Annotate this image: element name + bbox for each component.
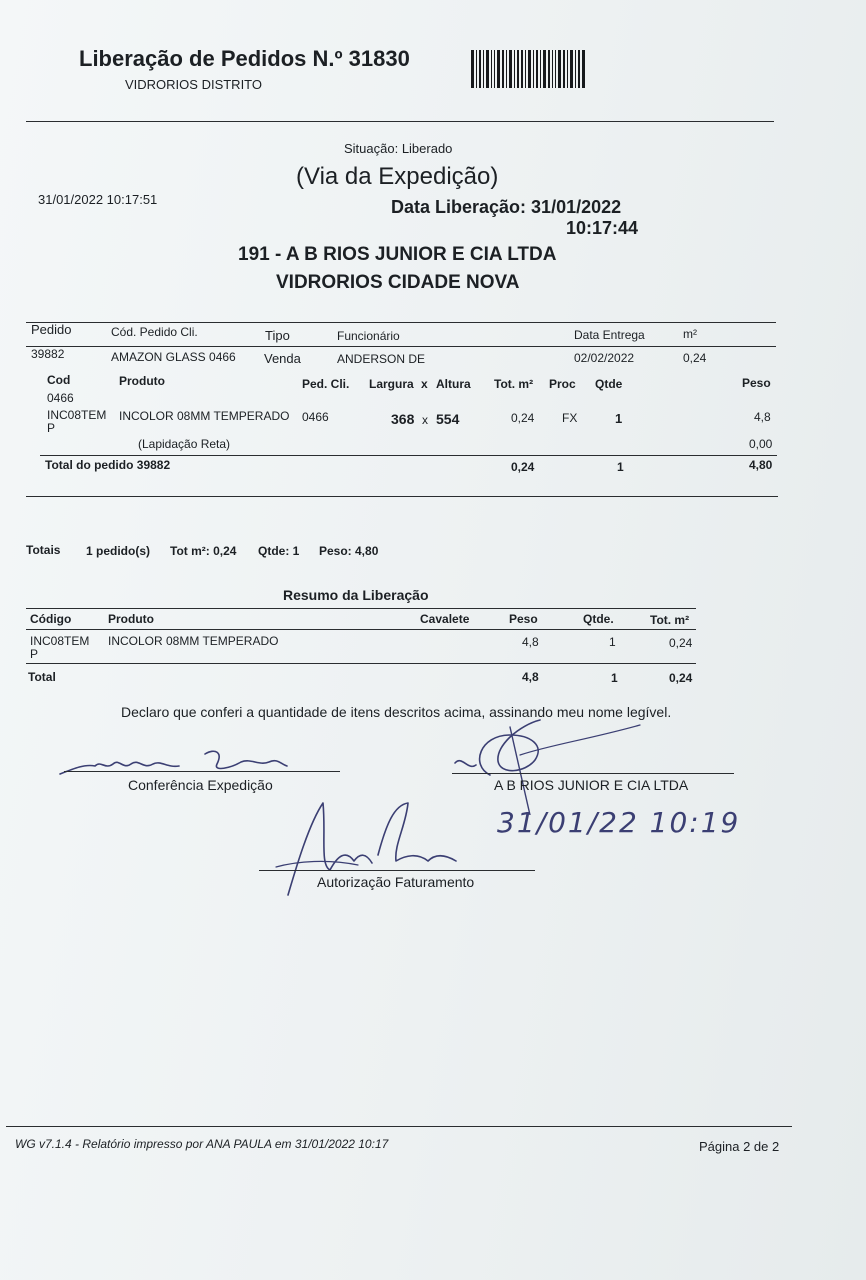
resumo-col-peso: Peso [509, 612, 538, 626]
print-datetime: 31/01/2022 10:17:51 [38, 192, 158, 207]
resumo-title: Resumo da Liberação [283, 587, 429, 603]
col-m2: m² [683, 327, 697, 341]
order-cod-cli: AMAZON GLASS 0466 [111, 350, 236, 364]
col-funcionario: Funcionário [337, 329, 400, 343]
item-col-produto: Produto [119, 374, 165, 388]
document-title: Liberação de Pedidos N.º 31830 [79, 46, 410, 71]
resumo-col-codigo: Código [30, 612, 72, 626]
divider-header [26, 121, 774, 122]
item-qtde: 1 [615, 411, 623, 426]
resumo-codigo-suffix: P [30, 647, 39, 661]
declaration-text: Declaro que conferi a quantidade de itens descritos acima, assinando meu nome legível. [121, 704, 672, 720]
item-produto: INCOLOR 08MM TEMPERADO [119, 409, 290, 423]
resumo-col-cavalete: Cavalete [420, 612, 470, 626]
totais-peso: Peso: 4,80 [319, 544, 379, 558]
conferencia-label: Conferência Expedição [128, 777, 273, 793]
resumo-peso: 4,8 [522, 635, 539, 649]
order-total-m2: 0,24 [511, 460, 535, 474]
handwritten-date: 31/01/22 10:19 [497, 806, 741, 839]
order-pedido: 39882 [31, 347, 65, 361]
order-total-qtde: 1 [617, 460, 624, 474]
item-peso: 4,8 [754, 410, 771, 424]
item-col-proc: Proc [549, 377, 576, 391]
divider-order-header [26, 346, 776, 347]
resumo-col-tot-m2: Tot. m² [650, 613, 690, 627]
item-col-x: x [421, 377, 428, 391]
order-m2: 0,24 [683, 351, 707, 365]
resumo-tot-m2: 0,24 [669, 636, 693, 650]
resumo-total-peso: 4,8 [522, 670, 539, 684]
item-cod-line: 0466 [47, 391, 74, 405]
via-label: (Via da Expedição) [296, 163, 499, 190]
divider-resumo-total [26, 663, 696, 664]
divider-order-total [40, 455, 777, 456]
sub-item-peso: 0,00 [749, 437, 773, 451]
item-col-tot-m2: Tot. m² [494, 377, 534, 391]
item-largura: 368 [391, 411, 415, 427]
situacao-text: Situação: Liberado [344, 141, 453, 156]
footer-page-number: Página 2 de 2 [699, 1139, 780, 1154]
sub-item-label: (Lapidação Reta) [138, 437, 231, 451]
resumo-col-qtde: Qtde. [583, 612, 614, 626]
col-tipo: Tipo [265, 328, 290, 343]
resumo-col-produto: Produto [108, 612, 154, 626]
resumo-total-m2: 0,24 [669, 671, 693, 685]
barcode [471, 50, 601, 88]
resumo-produto: INCOLOR 08MM TEMPERADO [108, 634, 279, 648]
client-name: 191 - A B RIOS JUNIOR E CIA LTDA [238, 244, 557, 265]
order-total-label: Total do pedido 39882 [45, 458, 171, 472]
item-col-cod: Cod [47, 373, 71, 387]
document-subtitle: VIDRORIOS DISTRITO [125, 77, 262, 92]
autorizacao-sign-line [259, 870, 535, 871]
item-col-qtde: Qtde [595, 377, 623, 391]
item-proc: FX [562, 411, 578, 425]
col-cod-pedido-cli: Cód. Pedido Cli. [111, 325, 198, 339]
company-name: A B RIOS JUNIOR E CIA LTDA [494, 777, 689, 793]
divider-order-top [26, 322, 776, 323]
order-tipo: Venda [264, 351, 301, 366]
item-col-largura: Largura [369, 377, 414, 391]
company-signature [450, 715, 650, 815]
totais-pedidos: 1 pedido(s) [86, 544, 151, 558]
totais-qtde: Qtde: 1 [258, 544, 300, 558]
conferencia-sign-line [64, 771, 340, 772]
item-x: x [422, 413, 428, 427]
order-data-entrega: 02/02/2022 [574, 351, 635, 365]
item-col-ped-cli: Ped. Cli. [302, 377, 350, 391]
company-sign-line [452, 773, 734, 774]
divider-resumo-header [26, 629, 696, 630]
item-col-peso: Peso [742, 376, 771, 390]
footer-print-info: WG v7.1.4 - Relatório impresso por ANA PAULA em 31/01/2022 10:17 [15, 1137, 389, 1151]
resumo-total-qtde: 1 [611, 671, 618, 685]
item-cod-suffix: P [47, 421, 56, 435]
col-pedido: Pedido [31, 322, 72, 337]
item-cod: INC08TEM [47, 408, 107, 422]
data-liberacao: Data Liberação: 31/01/2022 [391, 197, 622, 217]
resumo-qtde: 1 [609, 635, 616, 649]
client-branch: VIDRORIOS CIDADE NOVA [276, 272, 520, 293]
divider-resumo-top [26, 608, 696, 609]
resumo-codigo: INC08TEM [30, 634, 90, 648]
totais-label: Totais [26, 543, 61, 557]
item-ped-cli: 0466 [302, 410, 329, 424]
totais-m2: Tot m²: 0,24 [170, 544, 237, 558]
conferencia-signature [55, 742, 295, 782]
item-tot-m2: 0,24 [511, 411, 535, 425]
order-funcionario: ANDERSON DE [337, 352, 426, 366]
item-col-altura: Altura [436, 377, 471, 391]
autorizacao-label: Autorização Faturamento [317, 874, 475, 890]
divider-footer [6, 1126, 792, 1127]
divider-order-bottom [26, 496, 778, 497]
order-total-peso: 4,80 [749, 458, 773, 472]
col-data-entrega: Data Entrega [574, 328, 645, 342]
resumo-total-label: Total [28, 670, 56, 684]
hora-liberacao: 10:17:44 [566, 218, 639, 238]
item-altura: 554 [436, 411, 460, 427]
